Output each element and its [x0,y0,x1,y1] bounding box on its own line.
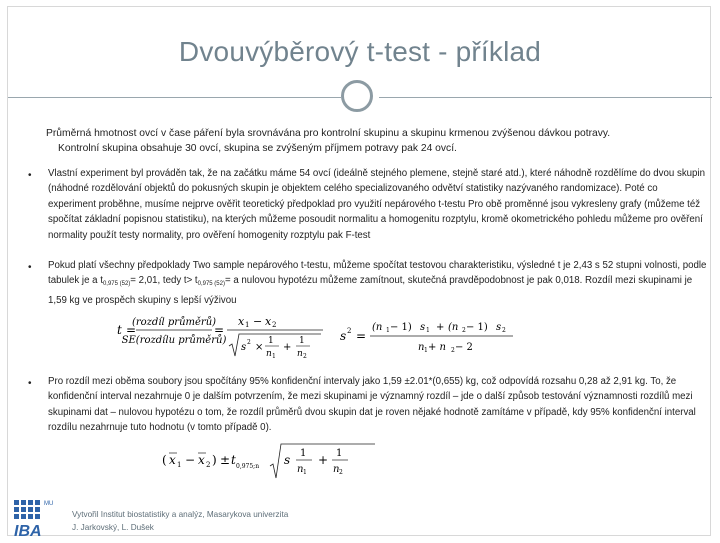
formula3-x1: x [169,453,176,467]
bullet-paragraph-1: Vlastní experiment byl prováděn tak, že na začátku máme 54 ovcí (ideálně stejného plemene, stejně staré atd.), které náhodně rozdělíme do dvou skupin (náhodné rozdělování objektů do pokusných skupin je objektem celého specializovaného odvětví statistiky nazývaného randomizace). Poté co experiment proběhne, musíme nejprve ověřit teoretický předpoklad pro využití nepárového t-testu Pro obě proměnné jsou vykresleny grafy (můžeme též spočítat základní popisnou statistiku), na kterých můžeme posoudit normalitu a homogenitu rozptylu, kromě okometrického pohledu můžeme pro ověření normality použít testy normality, pro ověření homogenity rozptylu pak F-test [48,168,705,241]
formula2-den-n2: + n [428,342,446,353]
formula2-s1: s [420,322,426,333]
formula3-pm: ± [220,453,231,467]
formula2-minus1: − 1) [390,322,412,333]
formula2-s2: s [496,322,502,333]
confidence-interval-formula [160,438,430,488]
formula2-den-n1: n [418,342,425,353]
formula1-x1: x [238,315,245,328]
formula3-n1: n [297,464,304,475]
formula3-one-a: 1 [300,448,307,459]
formula3-n2: n [333,464,340,475]
title-divider-left [8,97,341,98]
formula3-x1-sub: 1 [177,461,182,469]
bullet-2-sub-1: 0,975 (52) [102,281,131,288]
formula1-eq2: = [214,323,225,337]
bullet-2-part-2: = 2,01, tedy t> t [130,275,198,287]
intro-text [46,126,706,156]
formula3-open: ( [162,453,167,467]
formula1-n1-sub: 1 [272,353,276,360]
formula3-t: t [231,453,236,467]
intro-line-2: Kontrolní skupina obsahuje 30 ovcí, skupina se zvýšeným příjmem potravy pak 24 ovcí. [58,143,457,154]
formula2-s-exp: 2 [347,327,352,335]
iba-logo-svg [10,496,54,538]
formula1-s: s [241,342,247,353]
logo-text: IBA [14,523,42,538]
formula3-n2-sub: 2 [339,469,343,476]
formula1-t: t [117,323,122,337]
formula2-eq: = [356,329,367,343]
confidence-interval-formula-svg [160,438,430,488]
formula1-eq1: = [126,323,137,337]
bullet-2-part-1: Pokud platí všechny předpoklady Two sample nepárového t-testu, můžeme spočítat testovou charakteristiku, výsledné t je 2,43 s 52 stupni volnosti, podle tabulek je a t [48,260,707,287]
formula2-n1: (n [372,322,383,333]
formula2-den-n1-sub: 1 [424,347,428,354]
title-circle-ornament [341,80,373,112]
formula2-plus: + [436,322,445,333]
formula1-s-exp: 2 [247,339,251,346]
formula3-s: s [284,453,291,467]
formula1-x2-sub: 2 [272,321,277,329]
formula3-one-b: 1 [336,448,343,459]
t-statistic-formula-svg [115,306,325,362]
bullet-2-part-3: = a nulovou hypotézu můžeme zamítnout, skutečná pravděpodobnost je pak 0,018. Rozdíl mezi skupinami je 1,59 kg ve prospěch skupiny s lepší výživou [48,275,693,306]
slide-title: Dvouvýběrový t-test - příklad [178,36,542,67]
formula2-n1-sub: 1 [386,327,390,334]
formula1-x2: x [265,315,272,328]
formula3-plus: + [318,453,329,467]
intro-line-1: Průměrná hmotnost ovcí v čase páření byla srovnávána pro kontrolní skupinu a skupinu krmenou zvýšenou dávkou potravy. [46,128,611,139]
formula1-minus: − [253,315,263,328]
formula1-times: × [255,342,264,353]
formula2-s2-sub: 2 [502,327,506,334]
logo-small-text: MU [44,501,54,507]
iba-logo [10,496,54,538]
formula2-s: s [340,329,347,343]
formula1-n2-sub: 2 [303,353,307,360]
title-divider-right [379,97,712,98]
footer-line-1: Vytvořil Institut biostatistiky a analýz, Masarykova univerzita [72,510,289,519]
formula1-n2: n [297,349,303,359]
footer-line-2: J. Jarkovský, L. Dušek [72,523,154,532]
formula3-t-sub: 0,975;n [236,463,260,470]
formula1-x1-sub: 1 [245,321,250,329]
bullet-marker-3: • [28,378,32,389]
formula1-frac-den: SE(rozdílu průměrů) [121,335,227,346]
formula1-plus: + [283,342,292,353]
bullet-marker-2: • [28,262,32,273]
formula1-n1: n [266,349,272,359]
formula1-one-b: 1 [299,336,305,346]
pooled-variance-formula-svg [338,314,588,358]
bullet-paragraph-2 [48,258,708,308]
formula2-n2: (n [448,322,459,333]
formula2-minus2: − 1) [466,322,488,333]
formula2-n2-sub: 2 [462,327,466,334]
formula3-x2-sub: 2 [206,461,211,469]
t-statistic-formula [115,306,325,362]
formula3-n1-sub: 1 [303,469,307,476]
formula2-den-n2-sub: 2 [451,347,455,354]
formula3-close: ) [212,453,217,467]
formula1-frac-num: (rozdíl průměrů) [131,317,217,328]
logo-grid [14,500,40,519]
bullet-2-sub-2: 0,975 (52) [197,281,225,288]
bullet-marker-1: • [28,170,32,181]
formula3-minus: − [185,453,196,467]
footer [72,508,288,534]
formula1-one-a: 1 [268,336,274,346]
pooled-variance-formula [338,314,588,358]
formula2-den-minus2: − 2 [455,342,473,353]
formula3-x2: x [198,453,205,467]
formula2-s1-sub: 1 [426,327,430,334]
bullet-paragraph-3: Pro rozdíl mezi oběma soubory jsou spočítány 95% konfidenční intervaly jako 1,59 ±2.01*(0,655) kg, což odpovídá rozsahu 0,28 až 2,91 kg. To, že konfidenční interval nezahrnuje 0 je dalším potvrzením, že mezi skupinami je významný rozdíl – jde o další způsob testování významnosti rozdílů mezi skupinami dat – nulovou hypotézu o tom, že rozdíl průměrů dvou skupin dat je roven nějaké hodnotě zamítáme v případě, kdy 95% konfidenční interval rozdílu nezahrnuje tuto hodnotu (v tomto případě 0). [48,376,696,434]
